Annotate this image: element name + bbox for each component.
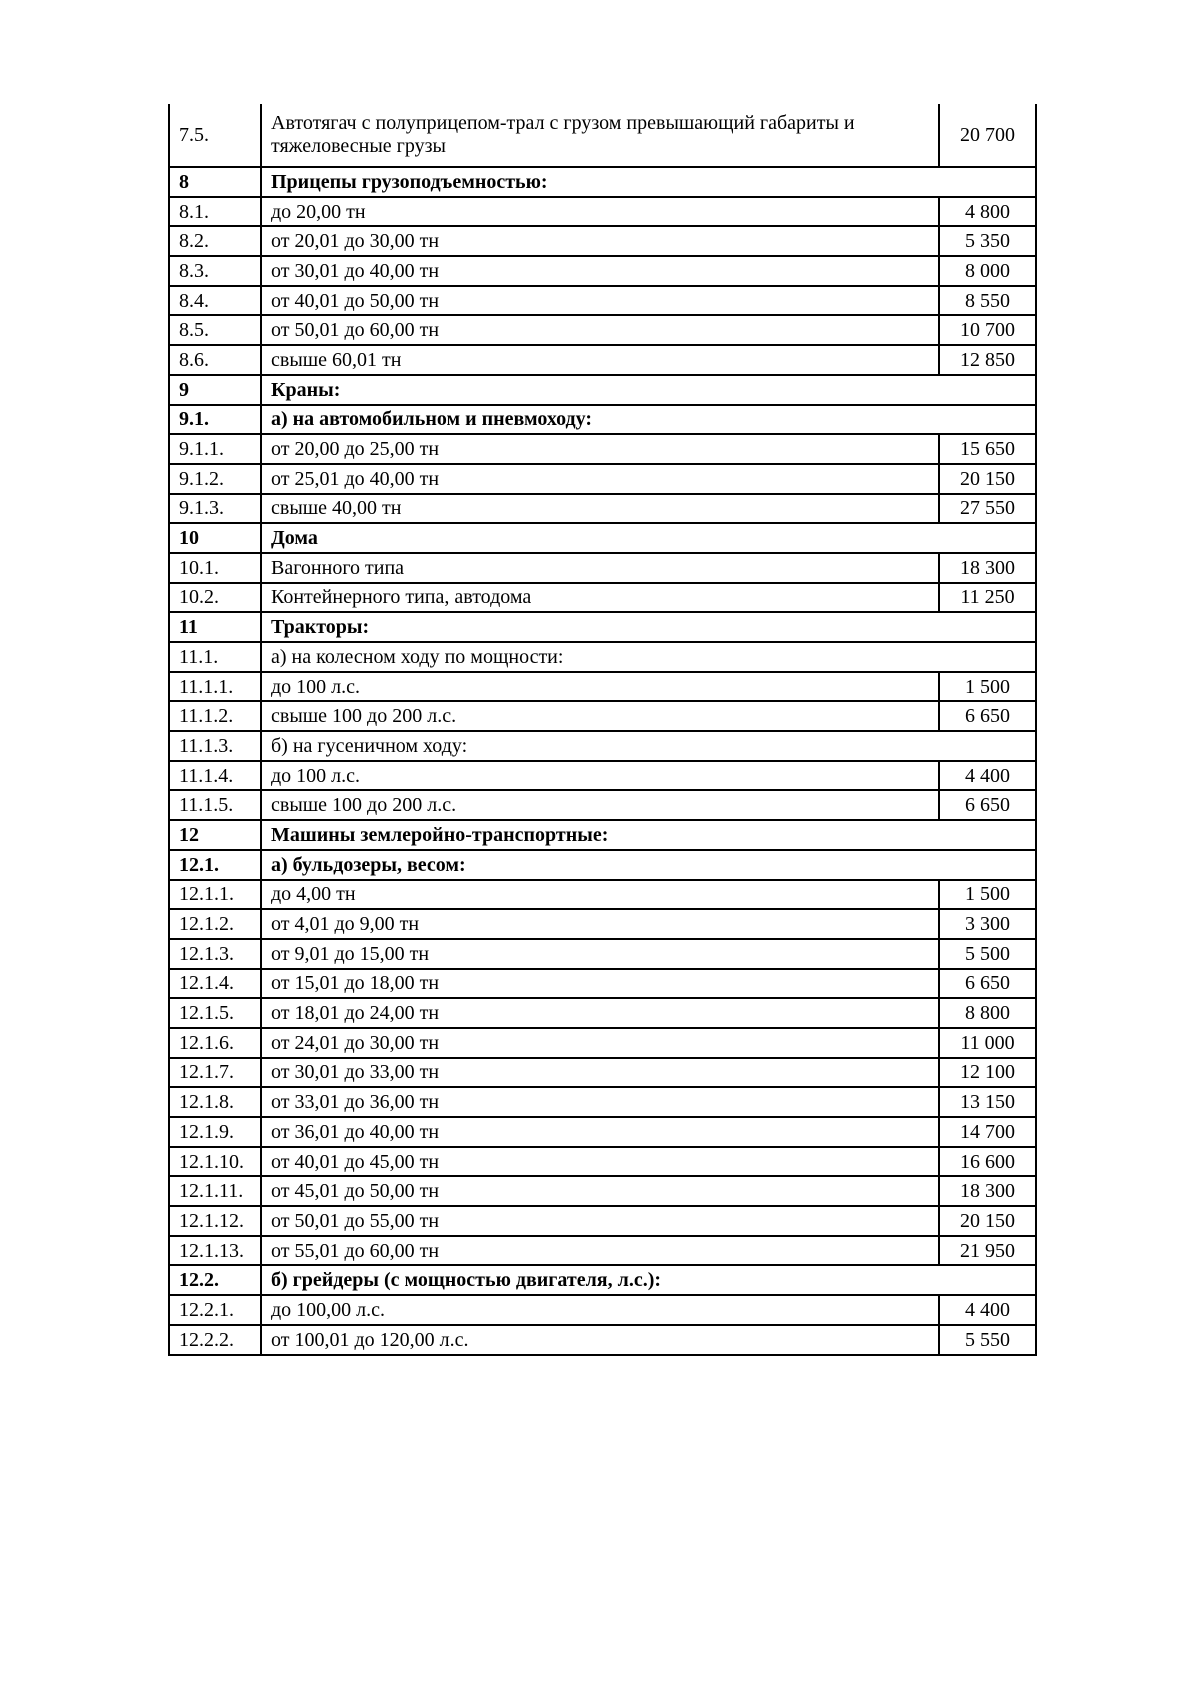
row-number: 12.1.4.: [169, 969, 261, 999]
row-description: от 18,01 до 24,00 тн: [261, 998, 939, 1028]
row-number: 12.1.9.: [169, 1117, 261, 1147]
row-description: до 100,00 л.с.: [261, 1295, 939, 1325]
row-number: 12.1.10.: [169, 1147, 261, 1177]
section-header-row: [169, 731, 1036, 761]
row-price: 3 300: [939, 909, 1036, 939]
row-number: 12.2.: [169, 1265, 261, 1295]
row-number: 9: [169, 375, 261, 405]
row-number: 10.1.: [169, 553, 261, 583]
row-price: 10 700: [939, 315, 1036, 345]
row-price: 16 600: [939, 1147, 1036, 1177]
table-row: [169, 1206, 1036, 1236]
row-description: от 45,01 до 50,00 тн: [261, 1176, 939, 1206]
table-row: [169, 1028, 1036, 1058]
table-row: [169, 790, 1036, 820]
section-header-row: [169, 850, 1036, 880]
row-price: 5 500: [939, 939, 1036, 969]
table-row: [169, 1325, 1036, 1355]
row-number: 11.1.1.: [169, 672, 261, 702]
section-header-row: [169, 405, 1036, 435]
row-price: 21 950: [939, 1236, 1036, 1266]
row-price: 8 800: [939, 998, 1036, 1028]
row-price: 20 700: [939, 104, 1036, 167]
row-price: 11 000: [939, 1028, 1036, 1058]
row-description: от 25,01 до 40,00 тн: [261, 464, 939, 494]
row-description: а) на автомобильном и пневмоходу:: [261, 405, 1036, 435]
row-price: 18 300: [939, 1176, 1036, 1206]
row-price: 8 000: [939, 256, 1036, 286]
section-header-row: [169, 612, 1036, 642]
row-description: свыше 60,01 тн: [261, 345, 939, 375]
row-description: от 100,01 до 120,00 л.с.: [261, 1325, 939, 1355]
table-row: [169, 1147, 1036, 1177]
row-price: 11 250: [939, 583, 1036, 613]
row-description: Краны:: [261, 375, 1036, 405]
table-row: [169, 701, 1036, 731]
row-price: 1 500: [939, 672, 1036, 702]
row-description: а) на колесном ходу по мощности:: [261, 642, 1036, 672]
row-number: 12.1.11.: [169, 1176, 261, 1206]
row-number: 11.1.: [169, 642, 261, 672]
table-row: [169, 1236, 1036, 1266]
row-description: от 36,01 до 40,00 тн: [261, 1117, 939, 1147]
table-row: [169, 315, 1036, 345]
price-table-body: [169, 104, 1036, 1355]
row-description: от 15,01 до 18,00 тн: [261, 969, 939, 999]
row-price: 4 800: [939, 197, 1036, 227]
table-row: [169, 553, 1036, 583]
table-row: [169, 1117, 1036, 1147]
table-row: [169, 1058, 1036, 1088]
table-row: [169, 104, 1036, 167]
row-number: 8.1.: [169, 197, 261, 227]
row-description: от 4,01 до 9,00 тн: [261, 909, 939, 939]
row-number: 8: [169, 167, 261, 197]
section-header-row: [169, 642, 1036, 672]
table-row: [169, 464, 1036, 494]
row-description: Прицепы грузоподъемностью:: [261, 167, 1036, 197]
row-description: до 100 л.с.: [261, 672, 939, 702]
row-price: 18 300: [939, 553, 1036, 583]
row-description: свыше 40,00 тн: [261, 494, 939, 524]
row-description: а) бульдозеры, весом:: [261, 850, 1036, 880]
row-number: 12.1.12.: [169, 1206, 261, 1236]
row-description: Вагонного типа: [261, 553, 939, 583]
row-description: до 4,00 тн: [261, 880, 939, 910]
row-number: 8.6.: [169, 345, 261, 375]
row-number: 8.2.: [169, 226, 261, 256]
row-number: 12.1.3.: [169, 939, 261, 969]
row-number: 8.4.: [169, 286, 261, 316]
row-number: 8.3.: [169, 256, 261, 286]
row-description: от 55,01 до 60,00 тн: [261, 1236, 939, 1266]
row-price: 6 650: [939, 969, 1036, 999]
row-description: до 20,00 тн: [261, 197, 939, 227]
row-price: 20 150: [939, 464, 1036, 494]
table-row: [169, 345, 1036, 375]
row-price: 15 650: [939, 434, 1036, 464]
row-description: от 50,01 до 60,00 тн: [261, 315, 939, 345]
row-number: 11.1.2.: [169, 701, 261, 731]
row-number: 8.5.: [169, 315, 261, 345]
row-number: 9.1.1.: [169, 434, 261, 464]
row-description: до 100 л.с.: [261, 761, 939, 791]
section-header-row: [169, 820, 1036, 850]
table-row: [169, 880, 1036, 910]
table-row: [169, 197, 1036, 227]
row-price: 14 700: [939, 1117, 1036, 1147]
row-number: 12.1.2.: [169, 909, 261, 939]
row-description: свыше 100 до 200 л.с.: [261, 701, 939, 731]
row-number: 12.1.: [169, 850, 261, 880]
table-row: [169, 226, 1036, 256]
table-row: [169, 1087, 1036, 1117]
row-price: 6 650: [939, 790, 1036, 820]
row-number: 11.1.4.: [169, 761, 261, 791]
row-number: 12: [169, 820, 261, 850]
row-price: 20 150: [939, 1206, 1036, 1236]
table-row: [169, 998, 1036, 1028]
row-price: 6 650: [939, 701, 1036, 731]
table-row: [169, 761, 1036, 791]
row-number: 9.1.3.: [169, 494, 261, 524]
row-description: от 40,01 до 50,00 тн: [261, 286, 939, 316]
row-description: от 50,01 до 55,00 тн: [261, 1206, 939, 1236]
row-description: от 9,01 до 15,00 тн: [261, 939, 939, 969]
row-number: 12.1.13.: [169, 1236, 261, 1266]
table-row: [169, 909, 1036, 939]
row-description: б) на гусеничном ходу:: [261, 731, 1036, 761]
row-number: 11.1.3.: [169, 731, 261, 761]
row-price: 1 500: [939, 880, 1036, 910]
row-price: 4 400: [939, 761, 1036, 791]
section-header-row: [169, 167, 1036, 197]
row-number: 12.1.6.: [169, 1028, 261, 1058]
row-description: Контейнерного типа, автодома: [261, 583, 939, 613]
row-description: Тракторы:: [261, 612, 1036, 642]
row-price: 13 150: [939, 1087, 1036, 1117]
row-price: 8 550: [939, 286, 1036, 316]
row-number: 12.1.7.: [169, 1058, 261, 1088]
table-row: [169, 672, 1036, 702]
table-row: [169, 494, 1036, 524]
row-price: 12 100: [939, 1058, 1036, 1088]
row-description: от 40,01 до 45,00 тн: [261, 1147, 939, 1177]
table-row: [169, 969, 1036, 999]
table-row: [169, 286, 1036, 316]
row-number: 12.1.1.: [169, 880, 261, 910]
row-price: 12 850: [939, 345, 1036, 375]
row-description: Машины землеройно-транспортные:: [261, 820, 1036, 850]
row-number: 12.2.1.: [169, 1295, 261, 1325]
row-description: свыше 100 до 200 л.с.: [261, 790, 939, 820]
row-description: Дома: [261, 523, 1036, 553]
table-row: [169, 434, 1036, 464]
row-number: 10.2.: [169, 583, 261, 613]
table-row: [169, 256, 1036, 286]
table-row: [169, 939, 1036, 969]
row-price: 5 350: [939, 226, 1036, 256]
row-price: 4 400: [939, 1295, 1036, 1325]
row-description: от 33,01 до 36,00 тн: [261, 1087, 939, 1117]
row-number: 12.2.2.: [169, 1325, 261, 1355]
row-description: от 30,01 до 40,00 тн: [261, 256, 939, 286]
row-description: от 20,00 до 25,00 тн: [261, 434, 939, 464]
row-description: б) грейдеры (с мощностью двигателя, л.с.):: [261, 1265, 1036, 1295]
row-price: 5 550: [939, 1325, 1036, 1355]
table-row: [169, 583, 1036, 613]
row-number: 11.1.5.: [169, 790, 261, 820]
row-description: от 24,01 до 30,00 тн: [261, 1028, 939, 1058]
row-description: Автотягач с полуприцепом-трал с грузом превышающий габариты и тяжеловесные грузы: [261, 104, 939, 167]
section-header-row: [169, 523, 1036, 553]
section-header-row: [169, 375, 1036, 405]
table-row: [169, 1295, 1036, 1325]
row-description: от 30,01 до 33,00 тн: [261, 1058, 939, 1088]
row-number: 7.5.: [169, 104, 261, 167]
row-number: 9.1.2.: [169, 464, 261, 494]
section-header-row: [169, 1265, 1036, 1295]
row-number: 12.1.8.: [169, 1087, 261, 1117]
row-number: 10: [169, 523, 261, 553]
row-price: 27 550: [939, 494, 1036, 524]
row-number: 9.1.: [169, 405, 261, 435]
row-number: 11: [169, 612, 261, 642]
price-table: [168, 104, 1037, 1356]
row-number: 12.1.5.: [169, 998, 261, 1028]
row-description: от 20,01 до 30,00 тн: [261, 226, 939, 256]
table-row: [169, 1176, 1036, 1206]
